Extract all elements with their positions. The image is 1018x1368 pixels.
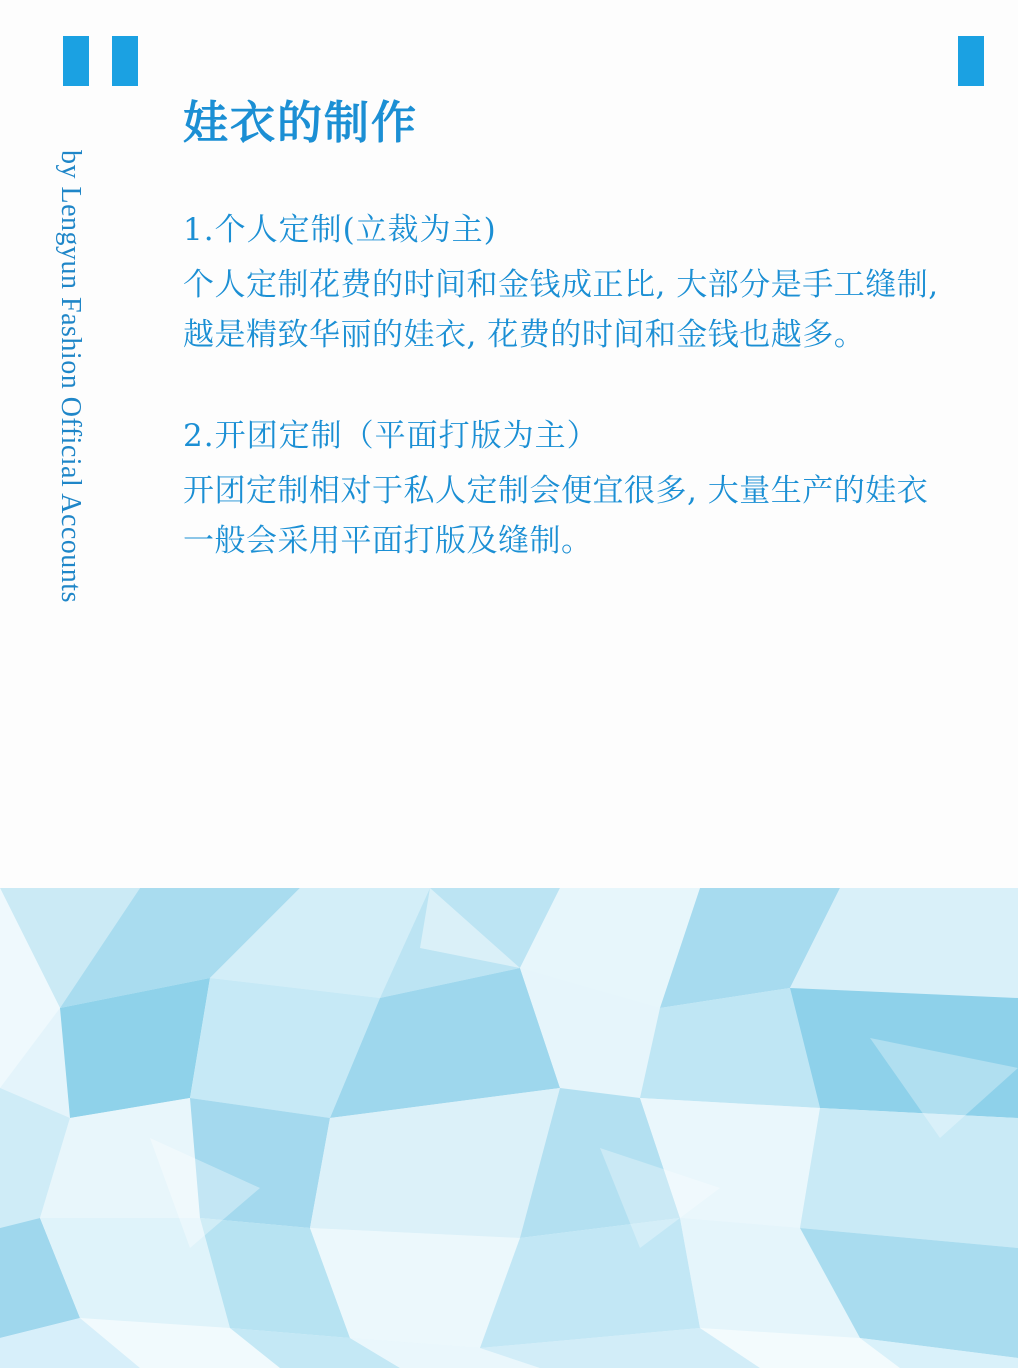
decor-bar-left-b <box>112 36 138 86</box>
decor-bar-left-a <box>63 36 89 86</box>
decor-bar-right <box>958 36 984 86</box>
bottom-decorative-artwork <box>0 888 1018 1368</box>
byline-vertical: by Lengyun Fashion Official Accounts <box>55 150 86 603</box>
page-title: 娃衣的制作 <box>183 96 419 149</box>
section-body: 个人定制花费的时间和金钱成正比, 大部分是手工缝制, 越是精致华丽的娃衣, 花费的时间和金钱也越多。 <box>183 266 939 354</box>
section-personal-custom <box>183 210 943 360</box>
section-heading: 2.开团定制（平面打版为主） <box>183 418 599 455</box>
section-group-custom <box>183 416 943 566</box>
section-body: 开团定制相对于私人定制会便宜很多, 大量生产的娃衣一般会采用平面打版及缝制。 <box>183 473 929 560</box>
section-heading: 1.个人定制(立裁为主) <box>183 212 497 248</box>
content-column <box>183 96 943 567</box>
